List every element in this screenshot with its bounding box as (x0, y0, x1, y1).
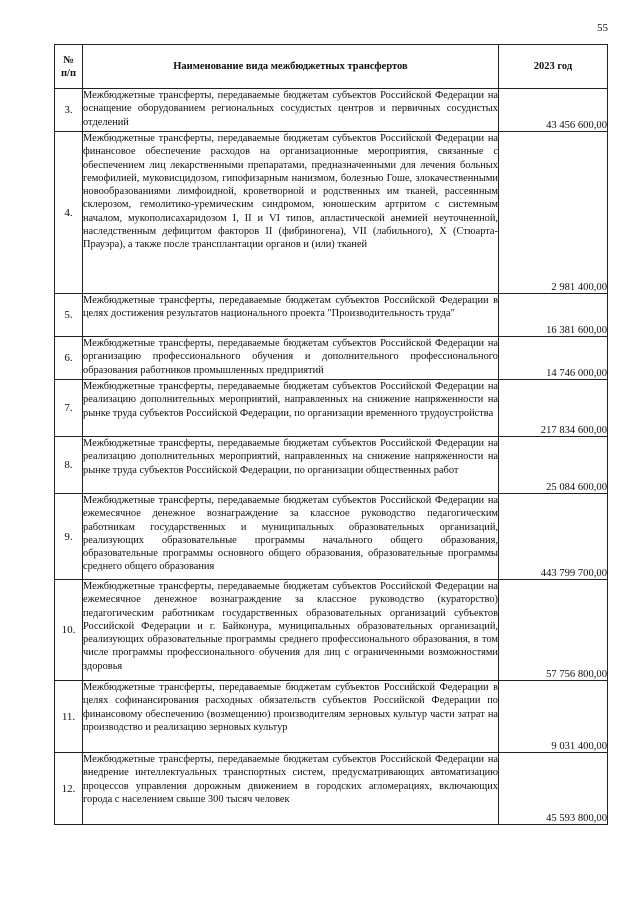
row-amount: 25 084 600,00 (499, 437, 608, 494)
row-number: 4. (55, 132, 83, 294)
row-amount: 45 593 800,00 (499, 753, 608, 825)
row-amount: 43 456 600,00 (499, 89, 608, 132)
row-name: Межбюджетные трансферты, передаваемые бюджетам субъектов Российской Федерации в целях софинансирования расходных обязательств субъектов Российской Федерации по финансовому обеспечению (возмещению) производителям зерновых культур части затрат на производство и реализацию зерновых культур (83, 681, 499, 753)
row-name: Межбюджетные трансферты, передаваемые бюджетам субъектов Российской Федерации на финансовое обеспечение расходов на организационные мероприятия, связанные с обеспечением лиц лекарственными препаратами, предназначенными для лечения больных гемофилией, муковисцидозом, гипофизарным нанизмом, болезнью Гоше, злокачественными новообразованиями лимфоидной, кроветворной и родственных им тканей, рассеянным склерозом, гемолитико-уремическим синдромом, юношеским артритом с системным началом, мукополисахаридозом I, II и VI типов, апластической анемией неуточненной, наследственным дефицитом факторов II (фибриногена), VII (лабильного), X (Стюарта-Прауэра), а также после трансплантации органов и (или) тканей (83, 132, 499, 294)
table-row (55, 380, 608, 437)
row-name: Межбюджетные трансферты, передаваемые бюджетам субъектов Российской Федерации на реализацию дополнительных мероприятий, направленных на снижение напряженности на рынке труда субъектов Российской Федерации, по организации общественных работ (83, 437, 499, 494)
table-row (55, 580, 608, 681)
table-row (55, 494, 608, 580)
row-number: 11. (55, 681, 83, 753)
table-row (55, 753, 608, 825)
row-number: 9. (55, 494, 83, 580)
transfers-table (54, 44, 608, 825)
header-number (55, 45, 83, 89)
header-year: 2023 год (499, 45, 608, 89)
table-header-row (55, 45, 608, 89)
row-name: Межбюджетные трансферты, передаваемые бюджетам субъектов Российской Федерации в целях достижения результатов национального проекта "Производительность труда" (83, 294, 499, 337)
row-name: Межбюджетные трансферты, передаваемые бюджетам субъектов Российской Федерации на организацию профессионального обучения и дополнительного профессионального образования работников промышленных предприятий (83, 337, 499, 380)
header-name: Наименование вида межбюджетных трансфертов (83, 45, 499, 89)
row-amount: 217 834 600,00 (499, 380, 608, 437)
row-number: 10. (55, 580, 83, 681)
row-name: Межбюджетные трансферты, передаваемые бюджетам субъектов Российской Федерации на ежемесячное денежное вознаграждение за классное руководство (кураторство) педагогическим работникам государственных образовательных организаций субъектов Российской Федерации и г. Байконура, муниципальных образовательных организаций, реализующих образовательные программы среднего профессионального образования, в том числе программы профессионального обучения для лиц с ограниченными возможностями здоровья (83, 580, 499, 681)
row-amount: 16 381 600,00 (499, 294, 608, 337)
table-row (55, 437, 608, 494)
table-row (55, 89, 608, 132)
row-amount: 9 031 400,00 (499, 681, 608, 753)
row-number: 7. (55, 380, 83, 437)
row-amount: 2 981 400,00 (499, 132, 608, 294)
row-number: 8. (55, 437, 83, 494)
header-number-label: № п/п (60, 54, 77, 79)
page-number: 55 (597, 22, 608, 34)
row-name: Межбюджетные трансферты, передаваемые бюджетам субъектов Российской Федерации на реализацию дополнительных мероприятий, направленных на снижение напряженности на рынке труда субъектов Российской Федерации, по организации временного трудоустройства (83, 380, 499, 437)
row-amount: 443 799 700,00 (499, 494, 608, 580)
table-row (55, 294, 608, 337)
row-number: 12. (55, 753, 83, 825)
table-row (55, 132, 608, 294)
row-number: 3. (55, 89, 83, 132)
table-row (55, 337, 608, 380)
row-number: 5. (55, 294, 83, 337)
row-amount: 57 756 800,00 (499, 580, 608, 681)
row-number: 6. (55, 337, 83, 380)
row-name: Межбюджетные трансферты, передаваемые бюджетам субъектов Российской Федерации на ежемесячное денежное вознаграждение за классное руководство педагогическим работникам государственных и муниципальных образовательных организаций, реализующих образовательные программы начального общего образования, образовательные программы основного общего образования, образовательные программы среднего общего образования (83, 494, 499, 580)
row-name: Межбюджетные трансферты, передаваемые бюджетам субъектов Российской Федерации на оснащение оборудованием региональных сосудистых центров и первичных сосудистых отделений (83, 89, 499, 132)
row-name: Межбюджетные трансферты, передаваемые бюджетам субъектов Российской Федерации на внедрение интеллектуальных транспортных систем, предусматривающих автоматизацию процессов управления дорожным движением в городских агломерациях, включающих города с населением свыше 300 тысяч человек (83, 753, 499, 825)
table-row (55, 681, 608, 753)
row-amount: 14 746 000,00 (499, 337, 608, 380)
